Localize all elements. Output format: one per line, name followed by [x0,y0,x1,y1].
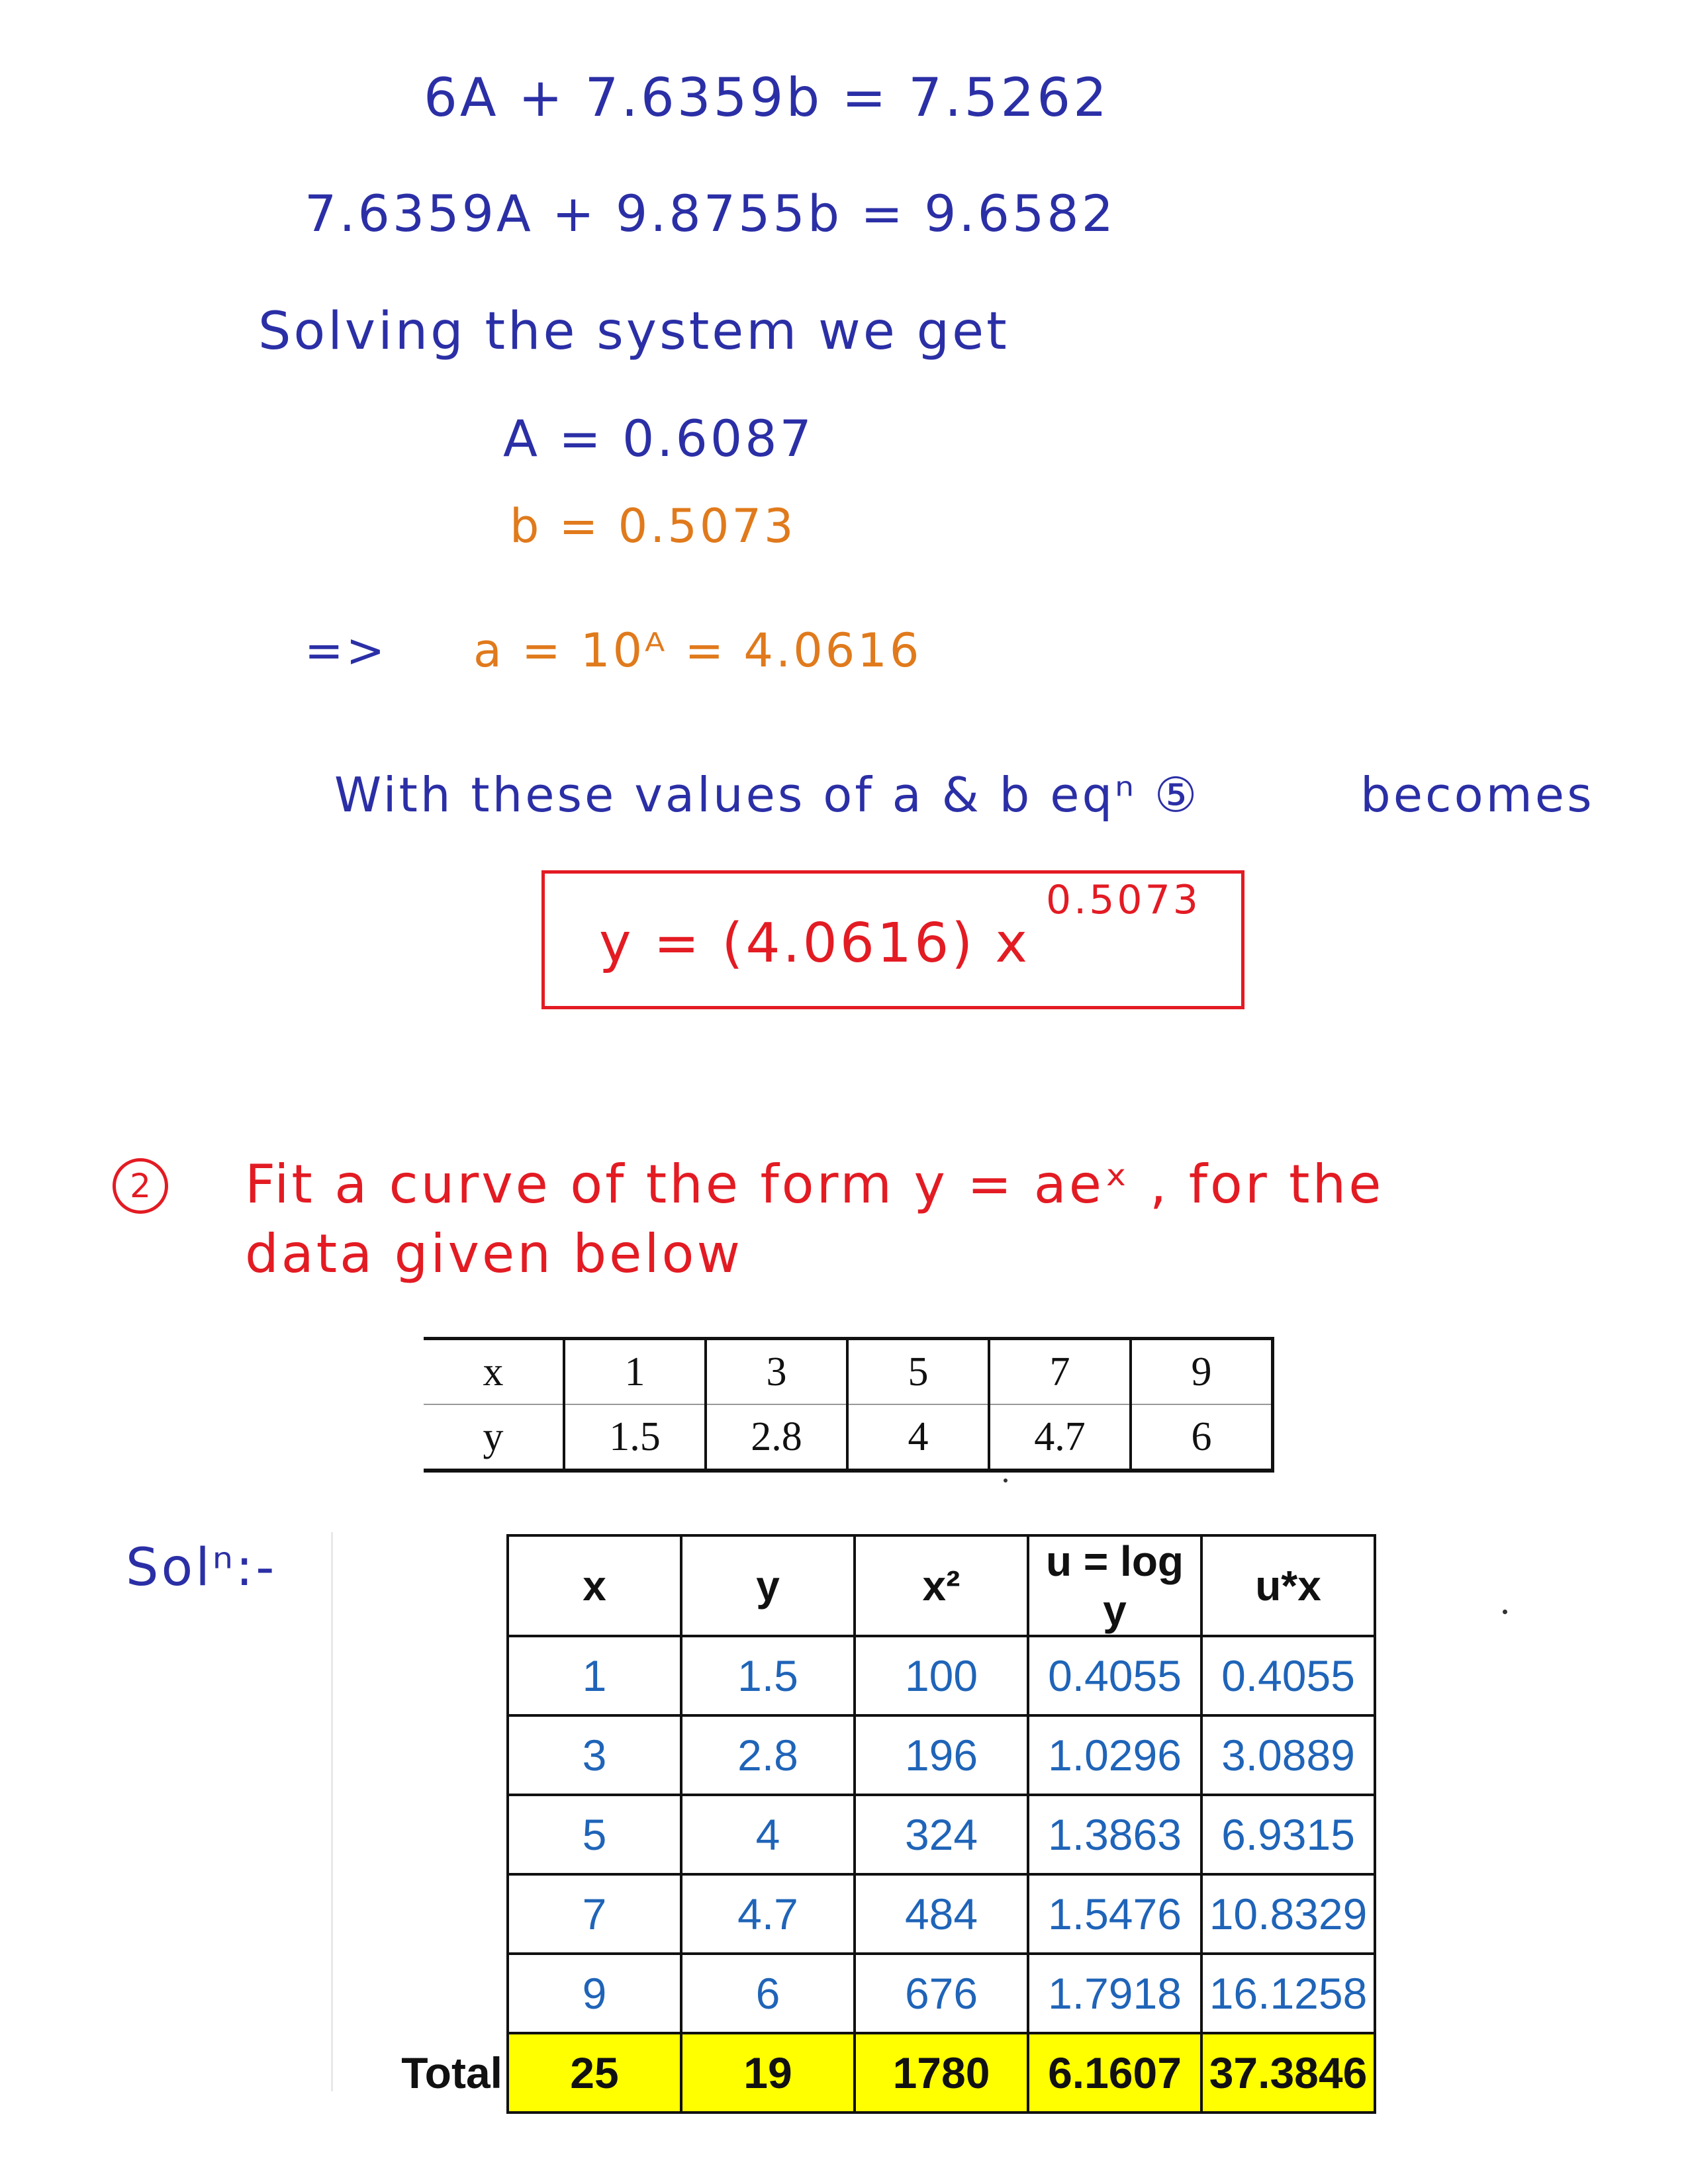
with-these-values-text: With these values of a & b eqⁿ ⑤ [334,767,1200,823]
table-cell: 4.7 [989,1404,1131,1471]
table-cell: 1.5 [564,1404,706,1471]
header-ux: u*x [1201,1535,1375,1636]
data-table [424,1337,1274,1473]
table-cell: 6 [681,1954,855,2033]
table-cell: 3.0889 [1201,1715,1375,1795]
table-cell: 484 [855,1874,1028,1954]
table-cell: 4 [847,1404,989,1471]
table-row [424,1404,1273,1471]
table-cell: 5 [508,1795,681,1874]
header-x-squared: x² [855,1535,1028,1636]
table-cell: 16.1258 [1201,1954,1375,2033]
implies-arrow: => [305,623,388,678]
total-cell: 25 [508,2033,681,2113]
table-cell: 9 [1131,1339,1273,1405]
becomes-text: becomes [1360,767,1595,823]
table-cell: 3 [706,1339,847,1405]
table-cell: 324 [855,1795,1028,1874]
A-value: A = 0.6087 [503,409,814,468]
table-cell: 0.4055 [1201,1636,1375,1715]
table-cell: 0.4055 [1028,1636,1201,1715]
table-row [344,1715,1375,1795]
table-cell: 1 [508,1636,681,1715]
table-cell: 676 [855,1954,1028,2033]
equation-2: 7.6359A + 9.8755b = 9.6582 [305,184,1117,243]
solving-text: Solving the system we get [258,302,1009,361]
table-cell: 1.7918 [1028,1954,1201,2033]
b-value: b = 0.5073 [510,499,796,553]
table-cell: 7 [989,1339,1131,1405]
a-value: a = 10ᴬ = 4.0616 [473,623,922,678]
problem-text-line2: data given below [245,1223,743,1285]
table-cell: 5 [847,1339,989,1405]
problem-text-line1: Fit a curve of the form y = aeˣ , for the [245,1154,1384,1215]
table-row [344,1874,1375,1954]
table-row [424,1339,1273,1405]
total-cell: 37.3846 [1201,2033,1375,2113]
total-cell: 6.1607 [1028,2033,1201,2113]
table-cell: 1 [564,1339,706,1405]
header-y: y [681,1535,855,1636]
table-cell: 3 [508,1715,681,1795]
result-exponent: 0.5073 [1046,877,1201,923]
table-row [344,1954,1375,2033]
result-equation: y = (4.0616) x [599,912,1030,975]
header-x: x [508,1535,681,1636]
table-cell: 1.0296 [1028,1715,1201,1795]
solution-label: Solⁿ:- [126,1538,277,1598]
total-label: Total [401,2048,502,2097]
problem-number: 2 [113,1158,168,1214]
header-u: u = log y [1028,1535,1201,1636]
table-cell: 2.8 [681,1715,855,1795]
stray-dot [1004,1479,1008,1482]
table-cell: 4.7 [681,1874,855,1954]
table-cell: 6.9315 [1201,1795,1375,1874]
table-cell: 2.8 [706,1404,847,1471]
total-row [344,2033,1375,2113]
table-header-row [344,1535,1375,1636]
table-cell: 1.3863 [1028,1795,1201,1874]
table-cell: 9 [508,1954,681,2033]
table-cell: 4 [681,1795,855,1874]
table-cell: 6 [1131,1404,1273,1471]
row-label-y: y [424,1404,564,1471]
row-label-x: x [424,1339,564,1405]
total-cell: 19 [681,2033,855,2113]
solution-table [344,1534,1376,2114]
table-row [344,1795,1375,1874]
table-cell: 100 [855,1636,1028,1715]
equation-1: 6A + 7.6359b = 7.5262 [424,67,1110,128]
table-row [344,1636,1375,1715]
table-cell: 1.5476 [1028,1874,1201,1954]
total-cell: 1780 [855,2033,1028,2113]
table-cell: 1.5 [681,1636,855,1715]
table-cell: 7 [508,1874,681,1954]
table-cell: 10.8329 [1201,1874,1375,1954]
stray-dot [1503,1610,1507,1614]
table-cell: 196 [855,1715,1028,1795]
